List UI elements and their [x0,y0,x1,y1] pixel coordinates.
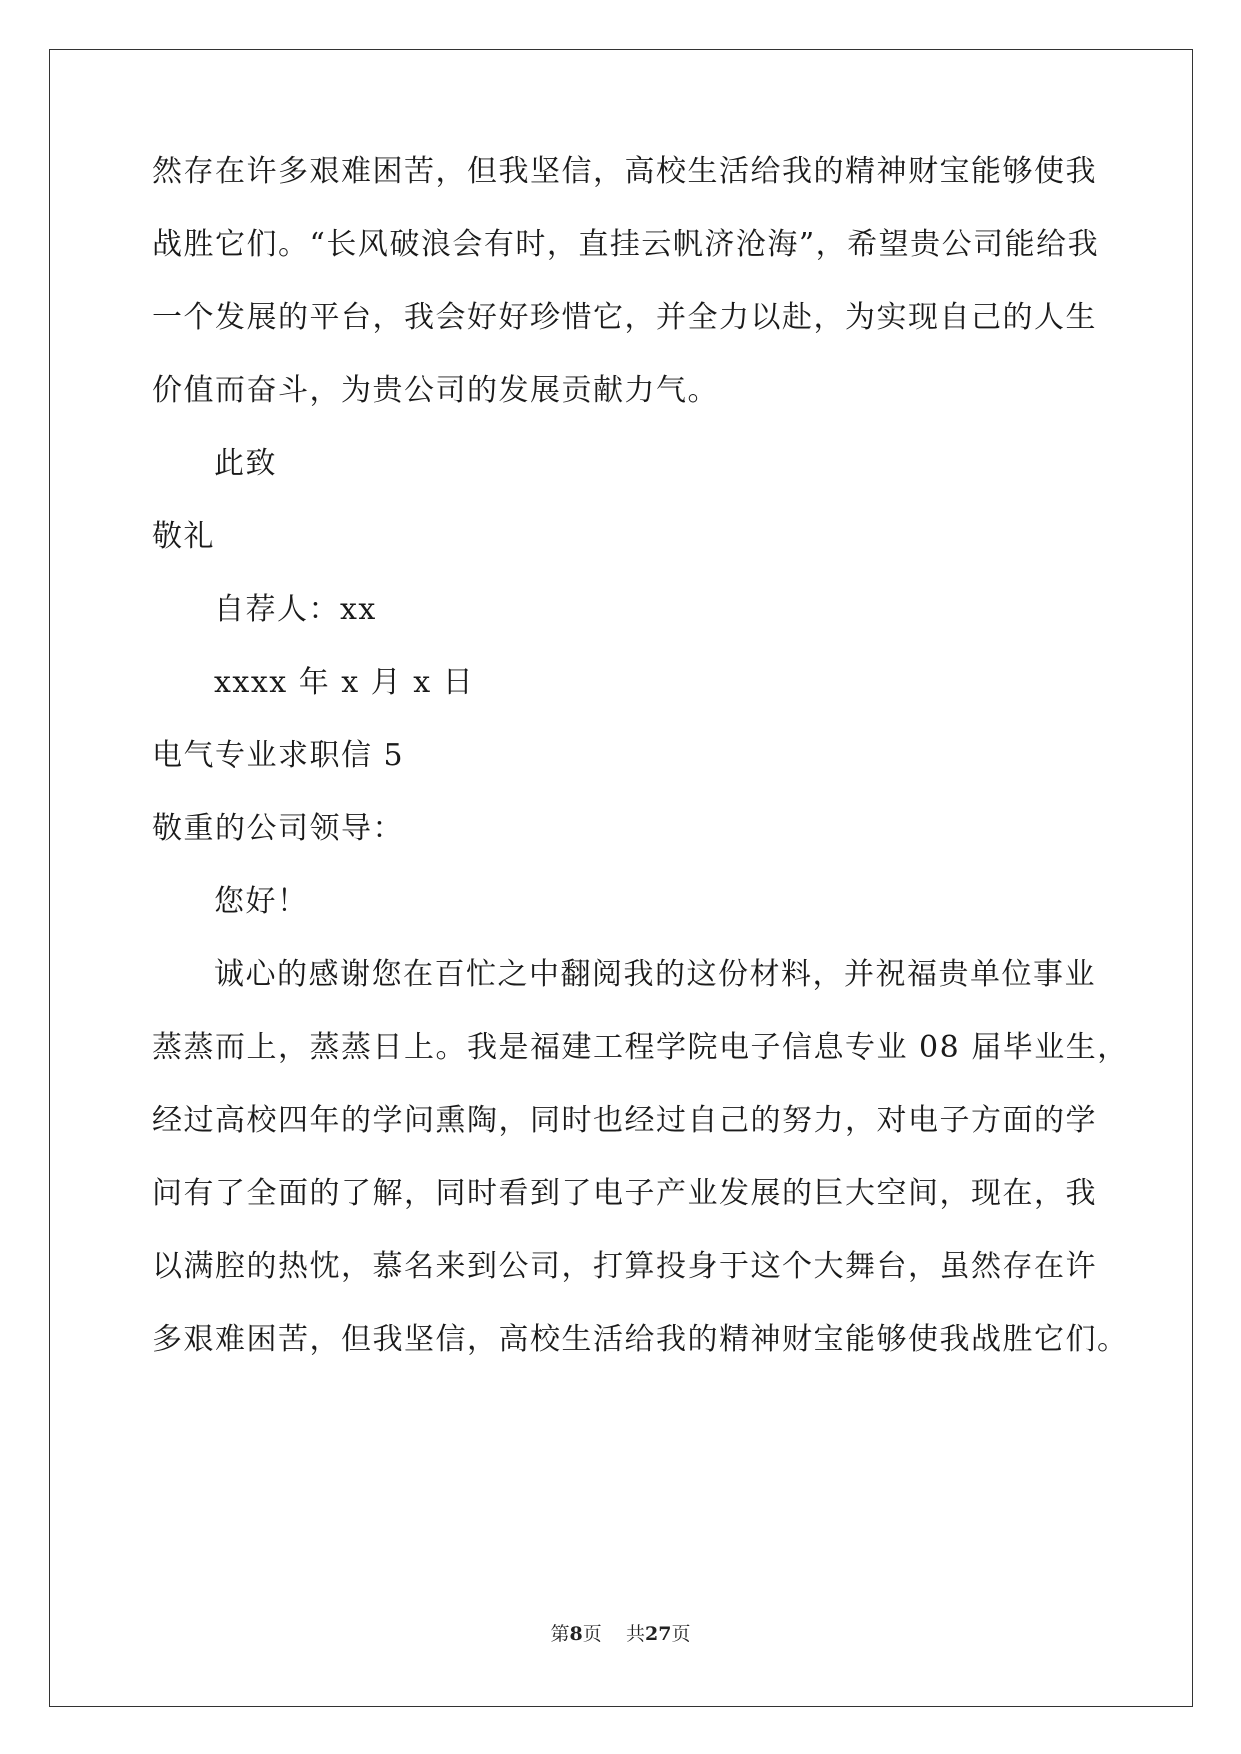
closing-regards: 敬礼 [152,519,215,554]
section-title: 电气专业求职信 5 [152,738,405,773]
page-number: 8 [569,1623,583,1645]
total-prefix: 共 [625,1623,645,1645]
page-suffix: 页 [582,1623,602,1645]
page-footer [0,1622,1241,1646]
total-suffix: 页 [671,1623,691,1645]
page-prefix: 第 [550,1623,570,1645]
body-line: 多艰难困苦，但我坚信，高校生活给我的精神财宝能够使我战胜它们。 [152,1322,1129,1357]
body-line: 一个发展的平台，我会好好珍惜它，并全力以赴，为实现自己的人生 [152,300,1097,335]
body-line: 诚心的感谢您在百忙之中翻阅我的这份材料，并祝福贵单位事业 [214,957,1096,992]
signature-line: 自荐人：xx [214,592,377,627]
total-pages: 27 [644,1623,672,1645]
body-line: 战胜它们。“长风破浪会有时，直挂云帆济沧海”，希望贵公司能给我 [152,227,1100,262]
body-line: 问有了全面的了解，同时看到了电子产业发展的巨大空间，现在，我 [152,1176,1097,1211]
greeting: 您好！ [214,884,309,919]
body-line: 以满腔的热忱，慕名来到公司，打算投身于这个大舞台，虽然存在许 [152,1249,1097,1284]
closing-salutation: 此致 [214,446,277,481]
body-line: 价值而奋斗，为贵公司的发展贡献力气。 [152,373,719,408]
greeting-recipient: 敬重的公司领导： [152,811,404,846]
date-line: xxxx 年 x 月 x 日 [214,665,475,700]
body-line: 然存在许多艰难困苦，但我坚信，高校生活给我的精神财宝能够使我 [152,154,1097,189]
body-line: 蒸蒸而上，蒸蒸日上。我是福建工程学院电子信息专业 08 届毕业生， [152,1030,1129,1065]
body-line: 经过高校四年的学问熏陶，同时也经过自己的努力，对电子方面的学 [152,1103,1097,1138]
